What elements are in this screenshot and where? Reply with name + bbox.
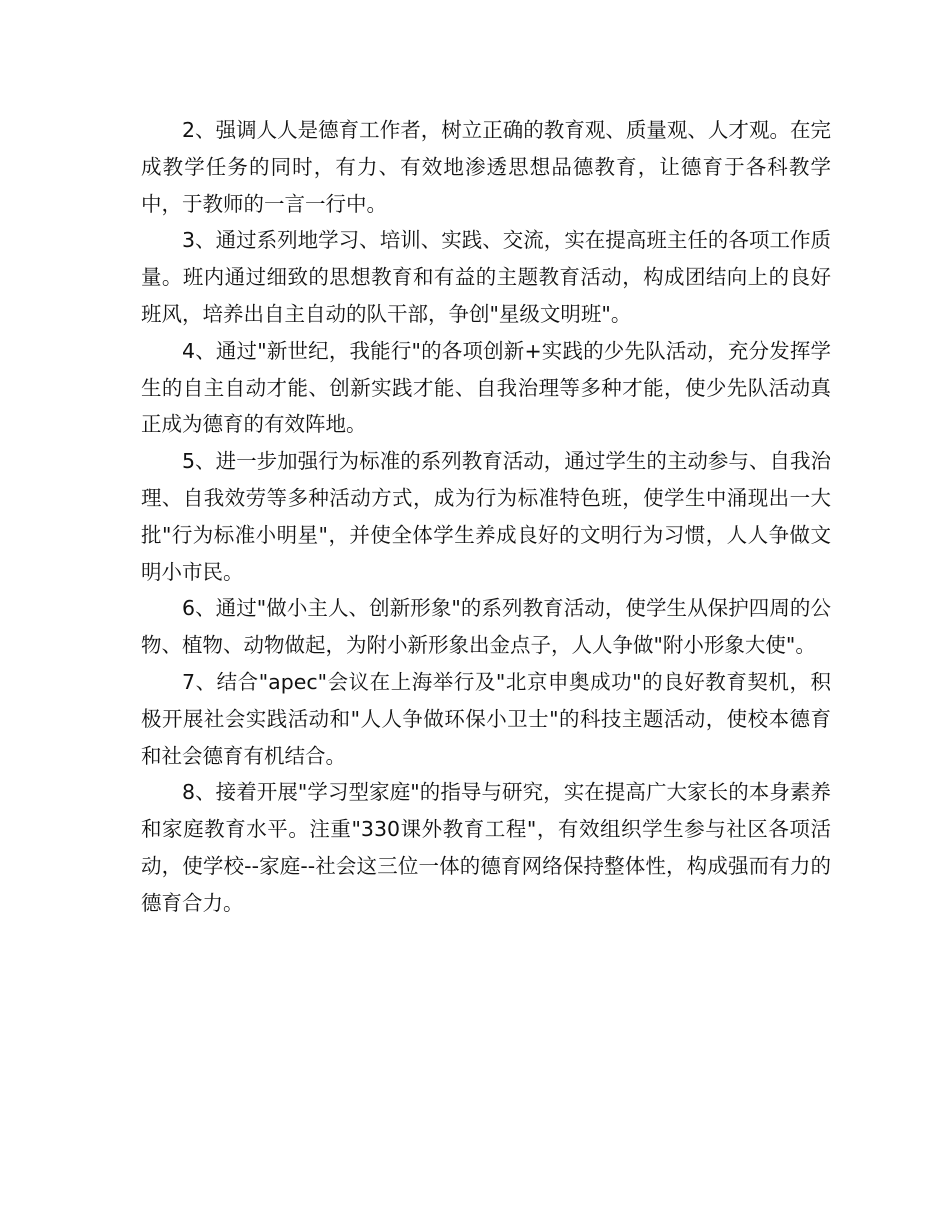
paragraph-item-2: 2、强调人人是德育工作者，树立正确的教育观、质量观、人才观。在完成教学任务的同时，有力、有效地渗透思想品德教育，让德育于各科教学中，于教师的一言一行中。 <box>141 118 831 216</box>
paragraph-item-7: 7、结合"apec"会议在上海举行及"北京申奥成功"的良好教育契机，积极开展社会实践活动和"人人争做环保小卫士"的科技主题活动，使校本德育和社会德育有机结合。 <box>141 669 831 768</box>
paragraph-item-6: 6、通过"做小主人、创新形象"的系列教育活动，使学生从保护四周的公物、植物、动物做起，为附小新形象出金点子，人人争做"附小形象大使"。 <box>141 596 831 658</box>
document-body <box>141 112 831 922</box>
paragraph-item-5: 5、进一步加强行为标准的系列教育活动，通过学生的主动参与、自我治理、自我效劳等多种活动方式，成为行为标准特色班，使学生中涌现出一大批"行为标准小明星"，并使全体学生养成良好的文明行为习惯，人人争做文明小市民。 <box>141 449 831 584</box>
paragraph-item-3: 3、通过系列地学习、培训、实践、交流，实在提高班主任的各项工作质量。班内通过细致的思想教育和有益的主题教育活动，构成团结向上的良好班风，培养出自主自动的队干部，争创"星级文明班"。 <box>141 228 831 326</box>
paragraph-item-8: 8、接着开展"学习型家庭"的指导与研究，实在提高广大家长的本身素养和家庭教育水平。注重"330课外教育工程"，有效组织学生参与社区各项活动，使学校--家庭--社会这三位一体的德育网络保持整体性，构成强而有力的德育合力。 <box>141 780 831 915</box>
paragraph-item-4: 4、通过"新世纪，我能行"的各项创新+实践的少先队活动，充分发挥学生的自主自动才能、创新实践才能、自我治理等多种才能，使少先队活动真正成为德育的有效阵地。 <box>141 338 831 437</box>
